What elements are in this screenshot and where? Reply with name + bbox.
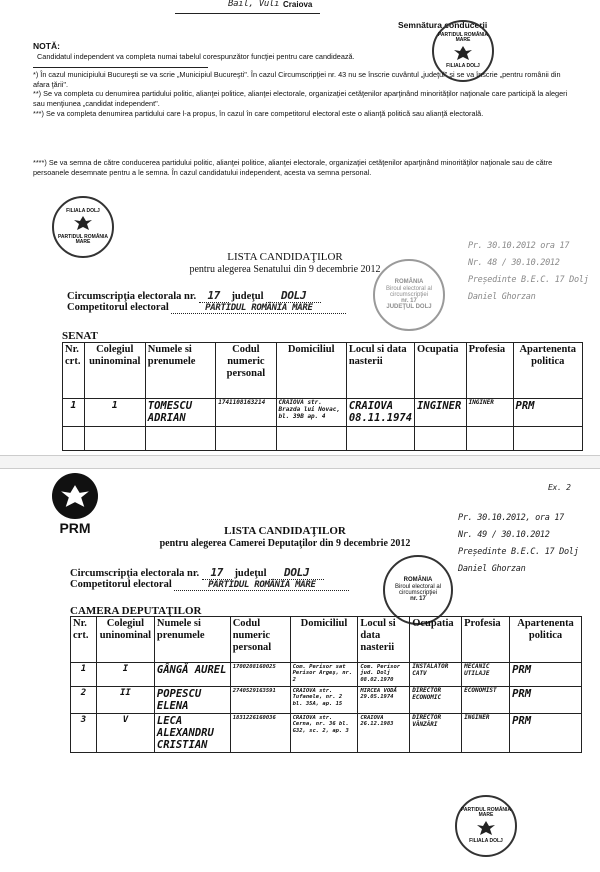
deputies-table [70, 616, 582, 753]
column-header: Codul numeric personal [230, 617, 290, 663]
table-cell: 1741108163214 [216, 399, 276, 427]
table-row [71, 714, 582, 753]
column-header: Apartenenta politica [510, 617, 582, 663]
note-line: Candidatul independent va completa numai tabelul corespunzător funcţiei pentru care candidează. [37, 51, 355, 61]
table-cell: LECA ALEXANDRU CRISTIAN [154, 714, 230, 753]
table-cell: ECONOMIST [462, 687, 510, 714]
senate-table [62, 342, 583, 451]
note-line: **) Se va completa cu denumirea partidului politic, alianţei politice, alianţei electorale, organizaţiei cetăţenilor aparţinând minorităţilor naţionale care participă la alegeri sau menţiunea „candidat independent". [33, 89, 568, 108]
table-cell: INSTALATOR CATV [410, 663, 462, 687]
senate-circumscription: Circumscripţia electorala nr. 17 judeţul DOLJ [67, 289, 321, 303]
table-cell: Com. Perisor sat Perisor Argeş, nr. 2 [290, 663, 358, 687]
table-cell: 1 [84, 399, 145, 427]
eagle-emblem-icon [71, 214, 95, 232]
table-cell: I [96, 663, 154, 687]
table-cell: V [96, 714, 154, 753]
top-city: Craiova [283, 0, 313, 9]
prm-logo-text: PRM [59, 520, 91, 536]
table-cell: Com. Perisor jud. Dolj 08.02.1970 [358, 663, 410, 687]
table-cell: INGINER [462, 714, 510, 753]
column-header: Locul si data nasterii [358, 617, 410, 663]
table-cell: INGINER [415, 399, 467, 427]
table-cell: 1 [63, 399, 85, 427]
note-signature: ****) Se va semna de către conducerea partidului politic, alianţei politice, alianţei electorale, organizaţiei cetăţenilor aparţinând minorităţilor naţionale sau de către persoanele desemnate pentru a le semna. În cazul candidatului independent, acesta va semna personal. [33, 158, 553, 177]
column-header: Nr. crt. [63, 343, 85, 399]
column-header: Apartenenta politica [513, 343, 583, 399]
column-header: Codul numeric personal [216, 343, 276, 399]
table-cell: POPESCU ELENA [154, 687, 230, 714]
notes-heading: NOTĂ: [33, 41, 60, 51]
deputies-subtitle: pentru alegerea Camerei Deputaţilor din 9 decembrie 2012 [159, 538, 411, 549]
table-cell: MECANIC UTILAJE [462, 663, 510, 687]
deputies-page [0, 465, 600, 872]
note-line: ***) Se va completa denumirea partidului care l-a propus, în cazul în care competitorul electoral este o alianţă politică sau alianţă electorală. [33, 108, 484, 118]
table-cell: 1 [71, 663, 97, 687]
deputies-section-label: CAMERA DEPUTAŢILOR [70, 605, 202, 617]
table-header-row [71, 617, 582, 663]
table-row [71, 687, 582, 714]
column-header: Locul si data nasterii [346, 343, 414, 399]
column-header: Colegiul uninominal [84, 343, 145, 399]
table-cell: PRM [510, 663, 582, 687]
note-line: *) În cazul municipiului Bucureşti se va scrie „Municipiul Bucureşti". În cazul Circumscripţiei nr. 43 nu se înscrie cuvântul „judeţul" şi se va înscrie „pentru românii din afara ţării". [33, 70, 561, 89]
column-header: Ocupatia [410, 617, 462, 663]
column-header: Numele si prenumele [145, 343, 215, 399]
table-cell: PRM [510, 687, 582, 714]
prm-logo-icon [52, 473, 98, 519]
eagle-emblem-icon [475, 819, 497, 837]
table-cell: 1700208160025 [230, 663, 290, 687]
table-cell: CRAIOVA str. Cerna, nr. 36 bl. G32, sc. 2, ap. 3 [290, 714, 358, 753]
table-cell: PRM [513, 399, 583, 427]
table-row [63, 427, 583, 451]
column-header: Profesia [462, 617, 510, 663]
table-cell: MIRCEA VODĂ 29.05.1974 [358, 687, 410, 714]
party-stamp-top: PARTIDUL ROMÂNIA MARE FILIALA DOLJ [432, 20, 494, 82]
table-cell: II [96, 687, 154, 714]
signature-label: Semnătura conducerii [398, 20, 488, 30]
table-cell: GÂNGĂ AUREL [154, 663, 230, 687]
column-header: Domiciliul [290, 617, 358, 663]
column-header: Ocupatia [415, 343, 467, 399]
table-cell: 3 [71, 714, 97, 753]
table-cell: 1831226160036 [230, 714, 290, 753]
deputies-circumscription: Circumscripţia electorala nr. 17 judeţul DOLJ [70, 566, 324, 580]
table-cell: CRAIOVA str. Tufanele, nr. 2 bl. 35A, ap. 15 [290, 687, 358, 714]
table-cell: CRAIOVA 26.12.1983 [358, 714, 410, 753]
table-cell: INGINER [466, 399, 513, 427]
senate-section-label: SENAT [62, 330, 98, 342]
table-cell: DIRECTOR ECONOMIC [410, 687, 462, 714]
table-cell: CRAIOVA str. Brazda lui Novac, bl. 39B ap. 4 [276, 399, 346, 427]
table-cell: TOMESCU ADRIAN [145, 399, 215, 427]
senate-subtitle: pentru alegerea Senatului din 9 decembrie 2012 [189, 264, 381, 275]
table-header-row [63, 343, 583, 399]
column-header: Numele si prenumele [154, 617, 230, 663]
column-header: Colegiul uninominal [96, 617, 154, 663]
senate-competitor: Competitorul electoral PARTIDUL ROMÂNIA MARE [67, 302, 346, 314]
senate-registration-note: Pr. 30.10.2012 ora 17 Nr. 48 / 30.10.2012 Președinte B.E.C. 17 Dolj Daniel Ghorzan [468, 241, 589, 302]
table-row [71, 663, 582, 687]
deputies-competitor: Competitorul electoral PARTIDUL ROMÂNIA MARE [70, 579, 349, 591]
top-handwriting: Bail, Vuli [228, 0, 280, 9]
column-header: Domiciliul [276, 343, 346, 399]
notes-block [33, 42, 573, 118]
table-cell: CRAIOVA 08.11.1974 [346, 399, 414, 427]
table-cell: 2 [71, 687, 97, 714]
table-cell: 2740529163591 [230, 687, 290, 714]
party-stamp-left: FILIALA DOLJ PARTIDUL ROMÂNIA MARE [52, 196, 114, 258]
bec-stamp-senate: ROMÂNIA Biroul electoral al circumscripţiei nr. 17 JUDEŢUL DOLJ [373, 259, 445, 331]
deputies-title: LISTA CANDIDAŢILOR [224, 525, 346, 537]
deputies-registration-note: Pr. 30.10.2012, ora 17 Nr. 49 / 30.10.2012 Președinte B.E.C. 17 Dolj Daniel Ghorzan [458, 513, 579, 574]
bec-stamp-deputies: ROMÂNIA Biroul electoral al circumscripţiei nr. 17 [383, 555, 453, 625]
table-row [63, 399, 583, 427]
table-cell: PRM [510, 714, 582, 753]
column-header: Nr. crt. [71, 617, 97, 663]
senate-title: LISTA CANDIDAŢILOR [227, 251, 343, 263]
party-stamp-bottom: PARTIDUL ROMÂNIA MARE FILIALA DOLJ [455, 795, 517, 857]
annex-label: Ex. 2 [548, 483, 571, 492]
column-header: Profesia [466, 343, 513, 399]
table-cell: DIRECTOR VÂNZĂRI [410, 714, 462, 753]
